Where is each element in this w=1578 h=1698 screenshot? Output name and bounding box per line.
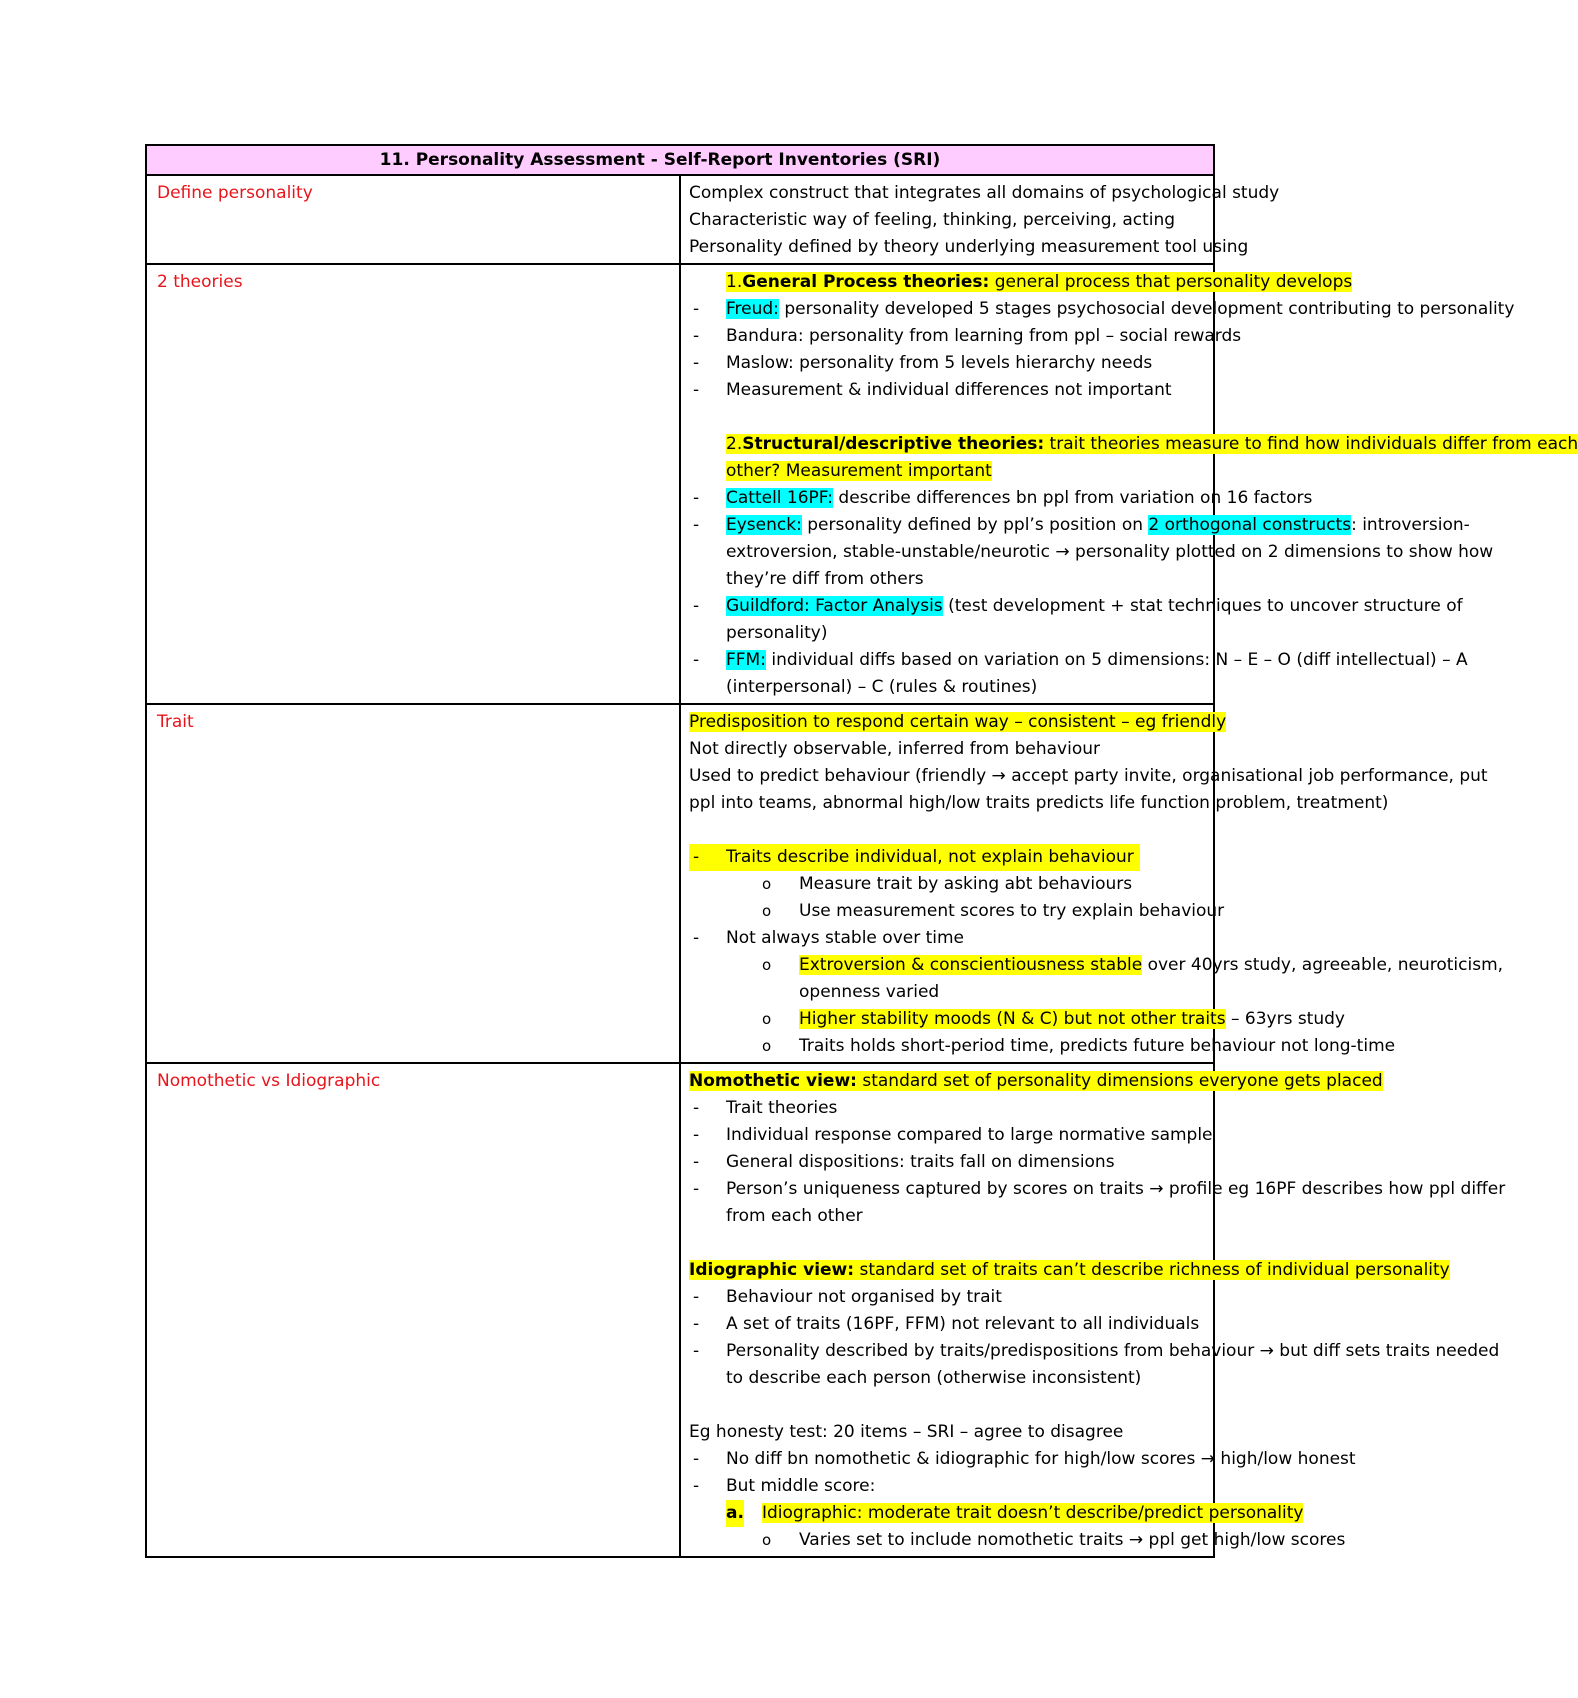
bullet-item: - Individual response compared to large normative sample (689, 1122, 1213, 1149)
text-line: Used to predict behaviour (friendly → accept party invite, organisational job performance, put (689, 766, 1488, 786)
text-line: Complex construct that integrates all domains of psychological study (689, 183, 1280, 203)
continuation-line: personality) (726, 623, 828, 643)
row-nomothetic-idiographic (146, 1063, 1214, 1557)
row-2-theories (146, 264, 1214, 704)
item-text: – 63yrs study (1225, 1009, 1345, 1029)
text-line (689, 1068, 1383, 1095)
bullet-item (689, 485, 1313, 512)
bullet-item (689, 593, 1463, 620)
continuation-line (689, 458, 1213, 485)
item-number: 2. (726, 434, 743, 454)
row-trait (146, 704, 1214, 1063)
row-content (680, 264, 1578, 704)
sub-bullet-item: o Traits holds short-period time, predicts future behaviour not long-time (689, 1033, 1213, 1060)
bullet-item: - But middle score: (689, 1473, 1213, 1500)
item-text: other? Measurement important (726, 461, 992, 481)
sub-bullet-item: o Varies set to include nomothetic traits → ppl get high/low scores (689, 1527, 1213, 1554)
numbered-item (689, 431, 1578, 458)
highlight-term: 2 orthogonal constructs (1148, 515, 1352, 535)
row-content (680, 175, 1280, 264)
item-text: trait theories measure to find how individuals differ from each (1044, 434, 1578, 454)
row-label: Nomothetic vs Idiographic (146, 1063, 680, 1557)
bullet-item: - Maslow: personality from 5 levels hierarchy needs (689, 350, 1213, 377)
text-line: Characteristic way of feeling, thinking, perceiving, acting (689, 210, 1176, 230)
item-text: over 40yrs study, agreeable, neuroticism, (1142, 955, 1504, 975)
bullet-item: - Measurement & individual differences not important (689, 377, 1213, 404)
item-text: personality defined by ppl’s position on (801, 515, 1149, 535)
item-text: general process that personality develops (989, 272, 1353, 292)
item-number: 1. (726, 272, 743, 292)
row-label: Define personality (146, 175, 680, 264)
bullet-item (689, 512, 1470, 539)
item-text: individual diffs based on variation on 5 dimensions: N – E – O (diff intellectual) – A (765, 650, 1468, 670)
bullet-item: - No diff bn nomothetic & idiographic for high/low scores → high/low honest (689, 1446, 1213, 1473)
continuation-line: they’re diff from others (726, 569, 924, 589)
numbered-item (689, 269, 1353, 296)
continuation-line: from each other (726, 1206, 863, 1226)
row-label: 2 theories (146, 264, 680, 704)
sub-bullet-item: o Use measurement scores to try explain behaviour (689, 898, 1213, 925)
notes-table (145, 144, 1578, 1558)
highlighted-text: Extroversion & conscientiousness stable (799, 955, 1143, 975)
highlight-term: Guildford: Factor Analysis (726, 596, 943, 616)
highlight-term: Freud: (726, 299, 779, 319)
continuation-line: openness varied (799, 982, 940, 1002)
highlighted-text: - Traits describe individual, not explain behaviour (689, 844, 1140, 871)
text-line (689, 709, 1227, 736)
item-text: standard set of traits can’t describe richness of individual personality (854, 1260, 1450, 1280)
highlighted-text: Idiographic: moderate trait doesn’t describe/predict personality (762, 1503, 1304, 1523)
item-heading: General Process theories: (742, 272, 990, 292)
row-define-personality (146, 175, 1214, 264)
continuation-line: (interpersonal) – C (rules & routines) (726, 677, 1038, 697)
bullet-item (689, 844, 1213, 871)
item-text: (test development + stat techniques to uncover structure of (942, 596, 1463, 616)
table-title: 11. Personality Assessment - Self-Report Inventories (SRI) (379, 150, 941, 170)
bullet-item: - A set of traits (16PF, FFM) not relevant to all individuals (689, 1311, 1213, 1338)
bullet-item (689, 296, 1515, 323)
bullet-item: - Not always stable over time (689, 925, 1213, 952)
highlighted-text: Higher stability moods (N & C) but not other traits (799, 1009, 1226, 1029)
highlight-term: FFM: (726, 650, 766, 670)
lettered-item (689, 1500, 1304, 1527)
sub-bullet-item (689, 952, 1504, 979)
text-line: Eg honesty test: 20 items – SRI – agree to disagree (689, 1422, 1124, 1442)
row-label: Trait (146, 704, 680, 1063)
item-letter: a. (726, 1500, 744, 1527)
sub-bullet-item (689, 1006, 1345, 1033)
sub-bullet-item: o Measure trait by asking abt behaviours (689, 871, 1213, 898)
item-text: standard set of personality dimensions everyone gets placed (856, 1071, 1383, 1091)
row-content (680, 1063, 1506, 1557)
table-header-row (146, 145, 1214, 175)
text-line (689, 1257, 1450, 1284)
bullet-item: - Personality described by traits/predispositions from behaviour → but diff sets traits needed (689, 1338, 1213, 1365)
highlighted-text: Predisposition to respond certain way – consistent – eg friendly (689, 712, 1227, 732)
table-title-cell (146, 145, 1214, 175)
text-line: Not directly observable, inferred from behaviour (689, 739, 1100, 759)
highlight-term: Cattell 16PF: (726, 488, 833, 508)
continuation-line: extroversion, stable-unstable/neurotic → personality plotted on 2 dimensions to show how (726, 542, 1494, 562)
bullet-item: - General dispositions: traits fall on dimensions (689, 1149, 1213, 1176)
text-line: ppl into teams, abnormal high/low traits predicts life function problem, treatment) (689, 793, 1389, 813)
item-heading: Idiographic view: (689, 1260, 855, 1280)
text-line: Personality defined by theory underlying measurement tool using (689, 237, 1249, 257)
item-text: personality developed 5 stages psychosocial development contributing to personality (778, 299, 1515, 319)
continuation-line: to describe each person (otherwise inconsistent) (726, 1368, 1142, 1388)
item-heading: Structural/descriptive theories: (742, 434, 1045, 454)
highlight-term: Eysenck: (726, 515, 802, 535)
bullet-item: - Trait theories (689, 1095, 1213, 1122)
bullet-item: - Bandura: personality from learning from ppl – social rewards (689, 323, 1213, 350)
item-heading: Nomothetic view: (689, 1071, 857, 1091)
bullet-item: - Person’s uniqueness captured by scores on traits → profile eg 16PF describes how ppl differ (689, 1176, 1213, 1203)
bullet-item: - Behaviour not organised by trait (689, 1284, 1213, 1311)
bullet-item (689, 647, 1468, 674)
item-text: : introversion- (1351, 515, 1470, 535)
row-content (680, 704, 1504, 1063)
item-text: describe differences bn ppl from variation on 16 factors (833, 488, 1313, 508)
